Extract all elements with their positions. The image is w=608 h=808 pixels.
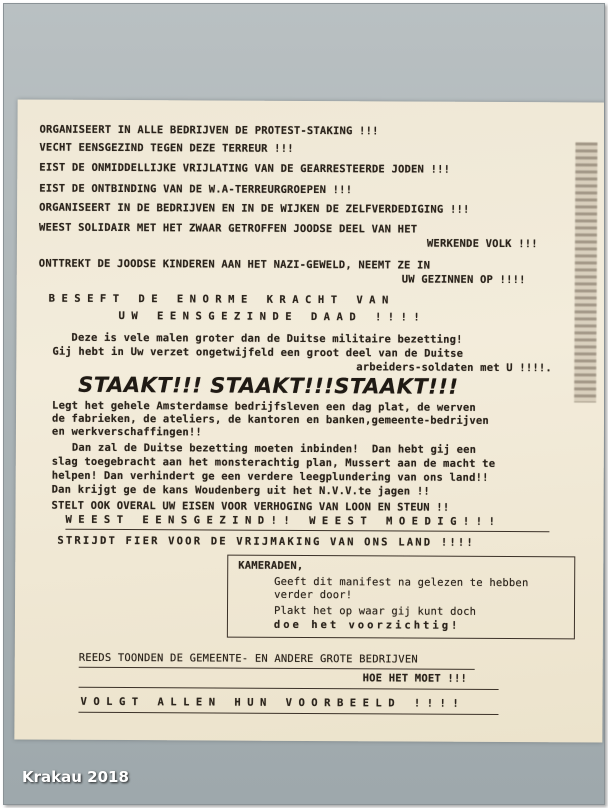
- rule-under-weest: [65, 529, 549, 533]
- rule-under-volgt: [78, 712, 498, 715]
- photo-caption: Krakau 2018: [22, 768, 129, 786]
- line-werkende-volk: WERKENDE VOLK !!!: [426, 237, 538, 251]
- line-gij-hebt: Gij hebt in Uw verzet ongetwijfeld een groot deel van de Duitse: [52, 345, 464, 360]
- line-vecht-eensgezind: VECHT EENSGEZIND TEGEN DEZE TERREUR !!!: [39, 141, 294, 155]
- line-dan-zal: Dan zal de Duitse bezetting moeten inbinden! Dan hebt gij een: [71, 441, 477, 456]
- line-uw-gezinnen: UW GEZINNEN OP !!!!: [401, 273, 526, 287]
- box-line-3: Plakt het op waar gij kunt doch: [273, 604, 477, 618]
- line-weest-moedig: WEEST EENSGEZIND!! WEEST MOEDIG!!!: [65, 513, 502, 529]
- line-zelfverdediging: ORGANISEERT IN DE BEDRIJVEN EN IN DE WIJKEN DE ZELFVERDEDIGING !!!: [39, 201, 470, 216]
- line-slag-toegebracht: slag toegebracht aan het monsterachtig plan, Mussert aan de macht te: [51, 455, 496, 470]
- line-reeds-toonden: REEDS TOONDEN DE GEMEENTE- EN ANDERE GROTE BEDRIJVEN: [78, 651, 418, 666]
- line-strijdt-fier: STRIJDT FIER VOOR DE VRIJMAKING VAN ONS LAND !!!!: [57, 534, 475, 549]
- box-heading: KAMERADEN,: [238, 559, 304, 572]
- line-arbeiders-soldaten: arbeiders-soldaten met U !!!!.: [356, 361, 552, 375]
- line-stelt-ook: STELT OOK OVERAL UW EISEN VOOR VERHOGING VAN LOON EN STEUN !!: [51, 499, 450, 514]
- line-hoe-het-moet: HOE HET MOET !!!: [362, 672, 468, 685]
- line-weest-solidair: WEEST SOLIDAIR MET HET ZWAAR GETROFFEN JOODSE DEEL VAN HET: [38, 221, 418, 236]
- heading-staakt: STAAKT!!! STAAKT!!!STAAKT!!!: [78, 372, 459, 399]
- line-eist-ontbinding: EIST DE ONTBINDING VAN DE W.A-TERREURGROEPEN !!!: [39, 182, 353, 197]
- box-line-1: Geeft dit manifest na gelezen te hebben: [274, 575, 529, 590]
- kameraden-box: [227, 555, 575, 640]
- photo-frame: [3, 3, 605, 805]
- line-beseft: BESEFT DE ENORME KRACHT VAN: [48, 292, 395, 307]
- box-line-2: verder door!: [274, 588, 353, 602]
- line-eist-vrijlating: EIST DE ONMIDDELLIJKE VRIJLATING VAN DE GEARRESTEERDE JODEN !!!: [39, 161, 451, 176]
- line-eensgezinde-daad: UW EENSGEZINDE DAAD !!!!: [118, 309, 427, 324]
- line-de-fabrieken: de fabrieken, de ateliers, de kantoren en banken,gemeente-bedrijven: [51, 412, 489, 427]
- line-volgt-allen: VOLGT ALLEN HUN VOORBEELD !!!!: [80, 695, 466, 710]
- line-woudenberg: Dan krijgt ge de kans Woudenberg uit het N.V.V.te jagen !!: [51, 483, 430, 498]
- line-onttrekt: ONTTREKT DE JOODSE KINDEREN AAN HET NAZI-GEWELD, NEEMT ZE IN: [38, 257, 431, 272]
- line-protest-staking: ORGANISEERT IN ALLE BEDRIJVEN DE PROTEST-STAKING !!!: [39, 123, 379, 138]
- leaflet-paper: [14, 99, 605, 742]
- rule-under-hoe: [79, 687, 499, 690]
- line-werkverschaffingen: en werkverschaffingen!!: [51, 425, 202, 439]
- line-helpen: helpen! Dan verhindert ge een verdere leegplundering van ons land!!: [51, 469, 489, 484]
- box-line-4: doe het voorzichtig!: [273, 618, 461, 632]
- rule-under-reeds: [79, 667, 475, 670]
- line-deze-is: Deze is vele malen groter dan de Duitse militaire bezetting!: [71, 331, 463, 346]
- line-legt-het: Legt het gehele Amsterdamse bedrijfsleven een dag plat, de werven: [52, 399, 477, 414]
- paper-edge-stain: [574, 142, 597, 402]
